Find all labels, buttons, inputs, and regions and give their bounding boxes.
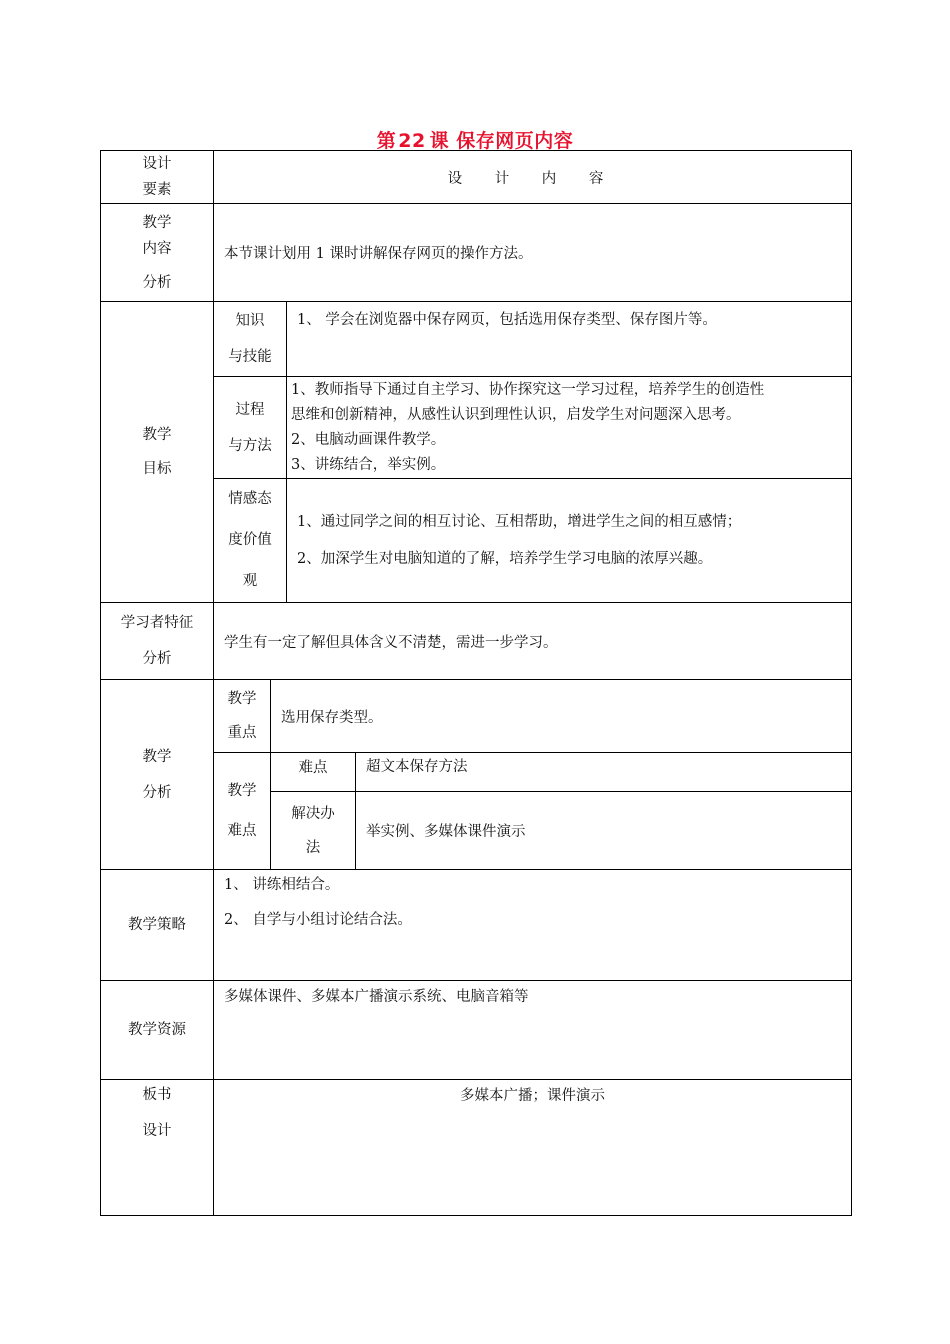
board-row [101,1080,852,1216]
knowledge-skills-label: 知识 与技能 [214,302,287,377]
knowledge-skills-text: 1、 学会在浏览器中保存网页，包括选用保存类型、保存图片等。 [287,302,852,377]
analysis-difficulty-row [101,753,852,792]
strategy-text: 1、 讲练相结合。 2、 自学与小组讨论结合法。 [214,870,852,981]
content-analysis-label: 教学 内容 分析 [101,204,214,302]
title-suffix: 课 保存网页内容 [429,130,574,152]
objectives-emotion-row [101,479,852,603]
content-analysis-row [101,204,852,302]
lesson-plan-table [100,150,852,1216]
design-elements-label: 设计 要素 [101,151,214,204]
difficulty-sub-label: 难点 [271,753,356,792]
key-point-label: 教学 重点 [214,680,271,753]
objectives-knowledge-row [101,302,852,377]
key-point-text: 选用保存类型。 [271,680,852,753]
emotion-values-text: 1、通过同学之间的相互讨论、互相帮助，增进学生之间的相互感情； 2、加深学生对电脑知道的了解，培养学生学习电脑的浓厚兴趣。 [287,479,852,603]
header-row [101,151,852,204]
page-title [0,126,950,153]
strategy-row [101,870,852,981]
process-methods-label: 过程 与方法 [214,377,287,479]
resources-row [101,981,852,1080]
objectives-process-row [101,377,852,479]
difficult-point-label: 教学 难点 [214,753,271,870]
solution-text: 举实例、多媒体课件演示 [356,792,852,870]
solution-label: 解决办 法 [271,792,356,870]
design-content-heading: 设 计 内 容 [214,151,852,204]
emotion-values-label: 情感态 度价值 观 [214,479,287,603]
resources-label: 教学资源 [101,981,214,1080]
analysis-key-row [101,680,852,753]
learner-text: 学生有一定了解但具体含义不清楚，需进一步学习。 [214,603,852,680]
content-analysis-text: 本节课计划用 1 课时讲解保存网页的操作方法。 [214,204,852,302]
resources-text: 多媒体课件、多媒本广播演示系统、电脑音箱等 [214,981,852,1080]
learner-row [101,603,852,680]
title-number: 22 [398,130,426,152]
learner-label: 学习者特征 分析 [101,603,214,680]
board-label: 板书 设计 [101,1080,214,1216]
process-methods-text: 1、教师指导下通过自主学习、协作探究这一学习过程，培养学生的创造性 思维和创新精神，从感性认识到理性认识，启发学生对问题深入思考。 2、电脑动画课件教学。 3、讲练结合，举实例。 [287,377,852,479]
board-text: 多媒本广播；课件演示 [214,1080,852,1216]
strategy-label: 教学策略 [101,870,214,981]
analysis-label: 教学 分析 [101,680,214,870]
objectives-label: 教学 目标 [101,302,214,603]
title-prefix: 第 [376,130,397,152]
difficulty-text: 超文本保存方法 [356,753,852,792]
